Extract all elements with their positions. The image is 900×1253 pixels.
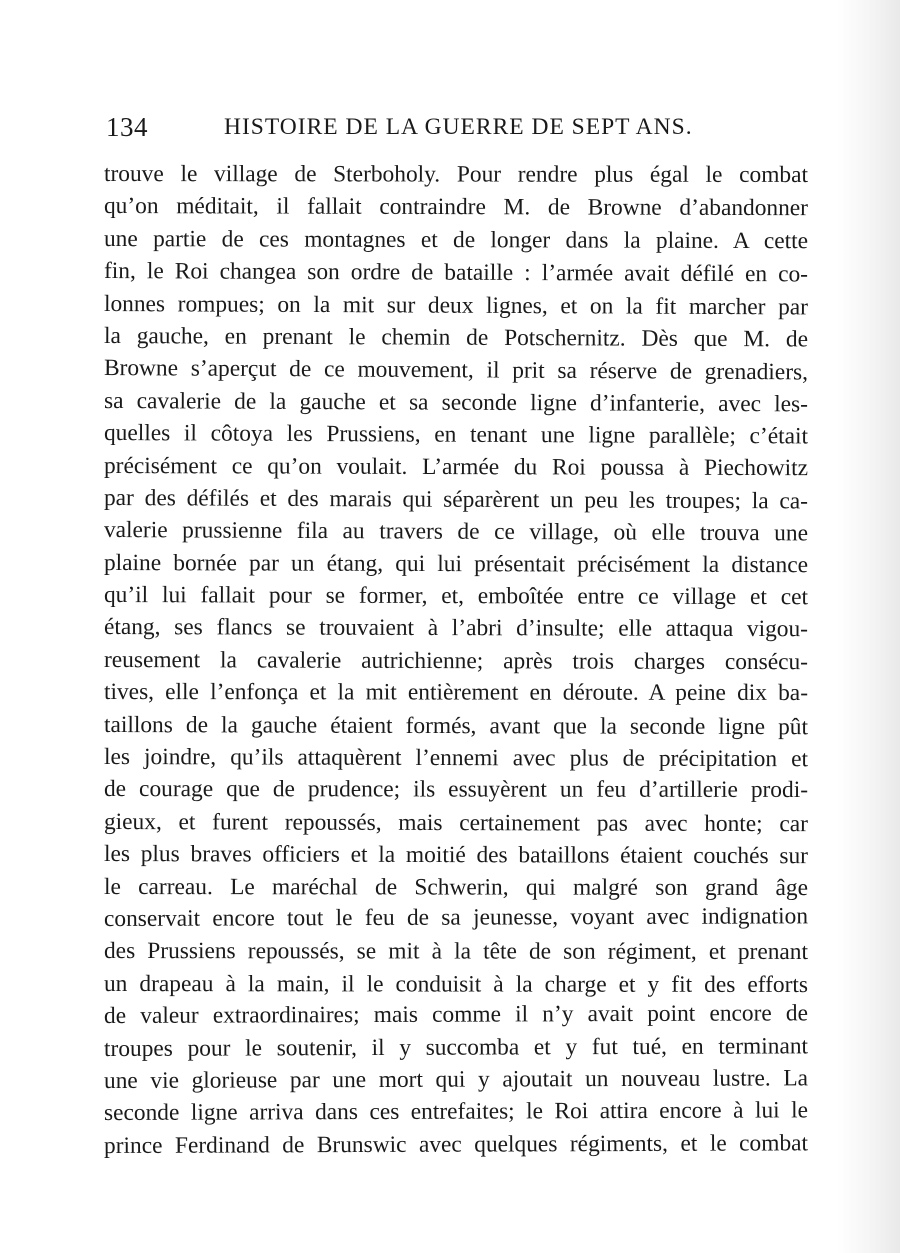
text-line: par des défilés et des marais qui séparèrent un peu les troupes; la ca- <box>103 484 809 515</box>
text-line: qu’on méditait, il fallait contraindre M. de Browne d’abandonner <box>103 193 809 222</box>
text-line: trouve le village de Sterboholy. Pour rendre plus égal le combat <box>103 161 809 188</box>
text-line: gieux, et furent repoussés, mais certainement pas avec honte; car <box>103 808 809 838</box>
text-line: des Prussiens repoussés, se mit à la tête de son régiment, et prenant <box>103 938 809 966</box>
text-line: plaine bornée par un étang, qui lui présentait précisément la distance <box>103 549 809 578</box>
body-text <box>104 158 808 1162</box>
text-line: conservait encore tout le feu de sa jeunesse, voyant avec indignation <box>103 903 809 932</box>
page-number: 134 <box>106 112 148 142</box>
text-line: de courage que de prudence; ils essuyèrent un feu d’artillerie prodi- <box>103 776 809 804</box>
text-line: les plus braves officiers et la moitié des bataillons étaient couchés sur <box>103 841 809 870</box>
text-line: seconde ligne arriva dans ces entrefaites; le Roi attira encore à lui le <box>103 1097 809 1127</box>
text-line: étang, ses flancs se trouvaient à l’abri d’insulte; elle attaqua vigou- <box>103 614 809 643</box>
text-line: la gauche, en prenant le chemin de Potschernitz. Dès que M. de <box>103 322 809 353</box>
text-line: lonnes rompues; on la mit sur deux lignes, et on la fit marcher par <box>103 290 809 321</box>
text-line: un drapeau à la main, il le conduisit à la charge et y fit des efforts <box>103 970 809 998</box>
text-line: fin, le Roi changea son ordre de bataille : l’armée avait défilé en co- <box>103 258 809 288</box>
text-line: une vie glorieuse par une mort qui y ajoutait un nouveau lustre. La <box>103 1065 809 1094</box>
text-line: qu’il lui fallait pour se former, et, emboîtée entre ce village et cet <box>103 582 809 611</box>
text-line: quelles il côtoya les Prussiens, en tenant une ligne parallèle; c’était <box>103 420 809 450</box>
text-line: le carreau. Le maréchal de Schwerin, qui malgré son grand âge <box>103 873 809 901</box>
running-title: HISTOIRE DE LA GUERRE DE SEPT ANS. <box>224 114 693 140</box>
running-head <box>106 112 804 146</box>
text-line: une partie de ces montagnes et de longer dans la plaine. A cette <box>103 225 809 254</box>
text-line: les joindre, qu’ils attaquèrent l’ennemi avec plus de précipitation et <box>103 744 809 773</box>
text-line: sa cavalerie de la gauche et sa seconde ligne d’infanterie, avec les- <box>103 387 809 418</box>
text-line: reusement la cavalerie autrichienne; après trois charges consécu- <box>103 646 809 676</box>
text-line: taillons de la gauche étaient formés, avant que la seconde ligne pût <box>103 711 809 740</box>
text-line: précisément ce qu’on voulait. L’armée du Roi poussa à Piechowitz <box>103 452 809 481</box>
text-line: Browne s’aperçut de ce mouvement, il prit sa réserve de grenadiers, <box>103 355 809 386</box>
text-line: prince Ferdinand de Brunswic avec quelques régiments, et le combat <box>103 1130 809 1159</box>
text-line: de valeur extraordinaires; mais comme il n’y avait point encore de <box>103 1000 809 1030</box>
text-line: tives, elle l’enfonça et la mit entièrement en déroute. A peine dix ba- <box>103 679 809 707</box>
text-line: troupes pour le soutenir, il y succomba et y fut tué, en terminant <box>103 1032 809 1062</box>
text-line: valerie prussienne fila au travers de ce village, où elle trouva une <box>103 517 809 547</box>
